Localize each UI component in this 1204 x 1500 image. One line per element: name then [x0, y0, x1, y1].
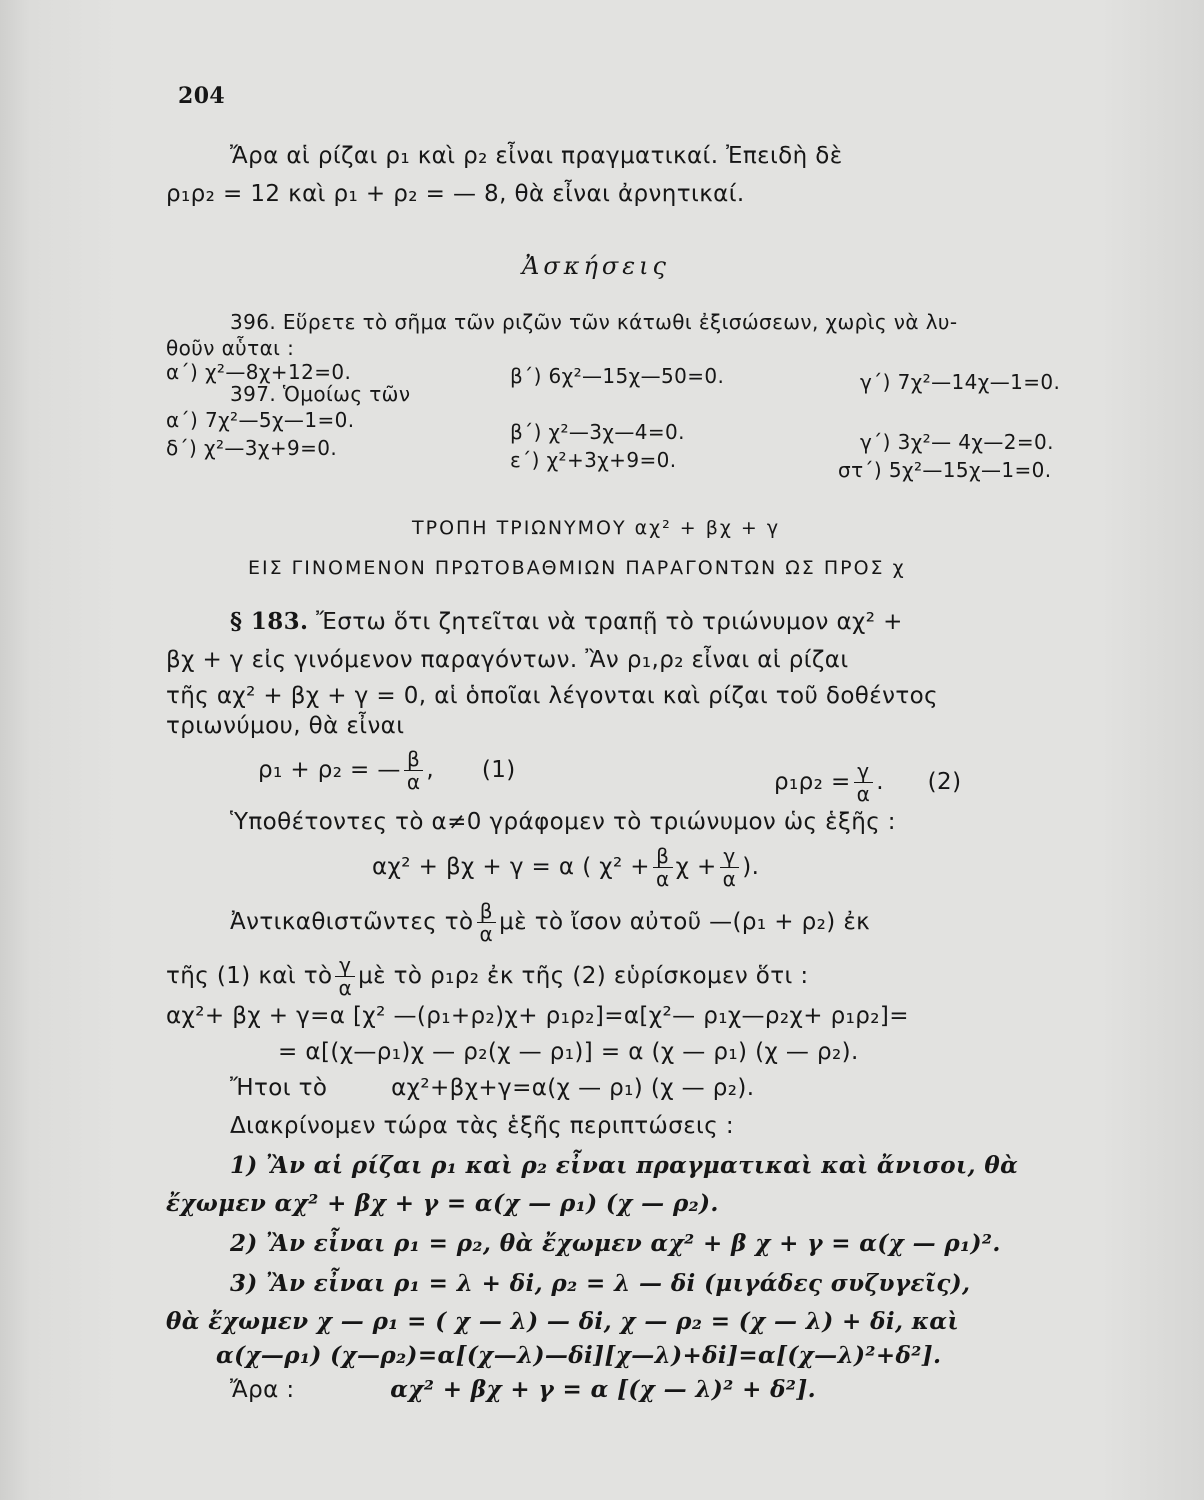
exercise-396-a: α΄) χ²—8χ+12=0.	[166, 360, 352, 384]
derivation-line-3-label: Ἤτοι τὸ	[230, 1075, 328, 1101]
intro-line-2: ρ₁ρ₂ = 12 καὶ ρ₁ + ρ₂ = — 8, θὰ εἶναι ἀρνητικαί.	[166, 181, 745, 207]
exercise-397-d: δ΄) χ²—3χ+9=0.	[166, 436, 338, 460]
derivation-line-2: = α[(χ—ρ₁)χ — ρ₂(χ — ρ₁)] = α (χ — ρ₁) (χ — ρ₂).	[278, 1039, 859, 1065]
substitution-line-2-a: τῆς (1) καὶ τὸ	[166, 963, 333, 989]
derivation-line-3	[230, 1074, 754, 1102]
exercise-397-e: ε΄) χ²+3χ+9=0.	[510, 448, 677, 472]
substitution-denominator-2: α	[338, 976, 353, 1000]
equation-2-label: (2)	[927, 769, 962, 795]
case-1-line-1: 1) Ἂν αἱ ρίζαι ρ₁ καὶ ρ₂ εἶναι πραγματικαὶ καὶ ἄνισοι, θὰ	[230, 1152, 1019, 1179]
equation-2-after: .	[876, 769, 884, 795]
equation-3-right: ).	[742, 854, 760, 880]
derivation-line-3-equation: αχ²+βχ+γ=α(χ — ρ₁) (χ — ρ₂).	[391, 1075, 755, 1101]
section-first-line	[230, 608, 903, 636]
equation-2	[774, 758, 961, 806]
substitution-line-1-a: Ἀντικαθιστῶντες τὸ	[230, 909, 474, 935]
equation-3-fraction-1	[653, 845, 673, 890]
substitution-fraction-2	[335, 954, 355, 999]
equation-2-denominator: α	[856, 782, 871, 806]
equation-3-denominator-1: α	[655, 867, 670, 891]
equation-3-numerator-1: β	[653, 845, 673, 868]
equation-3-numerator-2: γ	[720, 845, 740, 868]
equation-1	[258, 746, 516, 794]
page-number: 204	[178, 83, 226, 109]
final-equation: αχ² + βχ + γ = α [(χ — λ)² + δ²].	[390, 1376, 817, 1403]
equation-1-fraction	[404, 748, 424, 793]
heading-line-1: ΤΡΟΠΗ ΤΡΙΩΝΥΜΟΥ αχ² + βχ + γ	[412, 517, 781, 539]
case-1-line-2: ἔχωμεν αχ² + βχ + γ = α(χ — ρ₁) (χ — ρ₂).	[166, 1190, 719, 1217]
substitution-line-2-b: μὲ τὸ ρ₁ρ₂ ἐκ τῆς (2) εὑρίσκομεν ὅτι :	[358, 963, 809, 989]
substitution-numerator-1: β	[477, 900, 497, 923]
case-3-line-1: 3) Ἂν εἶναι ρ₁ = λ + δi, ρ₂ = λ — δi (μιγάδες συζυγεῖς),	[230, 1270, 971, 1297]
substitution-line-2	[166, 952, 809, 1000]
equation-1-numerator: β	[404, 748, 424, 771]
equation-1-left: ρ₁ + ρ₂ = —	[258, 757, 401, 783]
equation-3	[372, 842, 759, 892]
exercises-title: Ἀσκήσεις	[522, 252, 670, 280]
equation-1-after: ,	[426, 757, 435, 783]
substitution-numerator-2: γ	[335, 954, 355, 977]
substitution-line-1-b: μὲ τὸ ἴσον αὐτοῦ —(ρ₁ + ρ₂) ἐκ	[499, 909, 871, 935]
exercise-396-line-2: θοῦν αὗται :	[166, 336, 295, 360]
final-line	[230, 1376, 816, 1404]
equation-3-fraction-2	[720, 845, 740, 890]
exercise-397-c: γ΄) 3χ²— 4χ—2=0.	[860, 430, 1054, 454]
equation-2-numerator: γ	[854, 760, 874, 783]
cases-intro: Διακρίνομεν τώρα τὰς ἑξῆς περιπτώσεις :	[230, 1113, 734, 1139]
substitution-line-1	[230, 898, 870, 946]
exercise-397: 397. Ὁμοίως τῶν	[230, 382, 411, 406]
equation-2-fraction	[854, 760, 874, 805]
exercise-396-b: β΄) 6χ²—15χ—50=0.	[510, 364, 725, 388]
equation-1-label: (1)	[481, 757, 516, 783]
equation-2-left: ρ₁ρ₂ =	[774, 769, 851, 795]
case-3-line-3: α(χ—ρ₁) (χ—ρ₂)=α[(χ—λ)—δi][χ—λ)+δi]=α[(χ—λ)²+δ²].	[216, 1342, 942, 1369]
equation-3-mid: χ +	[675, 854, 717, 880]
exercise-396-c: γ΄) 7χ²—14χ—1=0.	[860, 370, 1061, 394]
equation-3-denominator-2: α	[722, 867, 737, 891]
derivation-line-1: αχ²+ βχ + γ=α [χ² —(ρ₁+ρ₂)χ+ ρ₁ρ₂]=α[χ²— ρ₁χ—ρ₂χ+ ρ₁ρ₂]=	[166, 1003, 909, 1029]
substitution-denominator-1: α	[479, 922, 494, 946]
case-3-line-2: θὰ ἔχωμεν χ — ρ₁ = ( χ — λ) — δi, χ — ρ₂ = (χ — λ) + δi, καὶ	[166, 1308, 960, 1335]
exercise-396-line-1: 396. Εὕρετε τὸ σῆμα τῶν ριζῶν τῶν κάτωθι ἐξισώσεων, χωρὶς νὰ λυ-	[230, 310, 958, 334]
heading-line-2: ΕΙΣ ΓΙΝΟΜΕΝΟΝ ΠΡΩΤΟΒΑΘΜΙΩΝ ΠΑΡΑΓΟΝΤΩΝ ΩΣ ΠΡΟΣ χ	[248, 557, 906, 579]
section-line-4: τριωνύμου, θὰ εἶναι	[166, 713, 405, 739]
equation-1-denominator: α	[406, 770, 421, 794]
assumption-line: Ὑποθέτοντες τὸ α≠0 γράφομεν τὸ τριώνυμον ὡς ἑξῆς :	[230, 809, 896, 835]
case-2: 2) Ἂν εἶναι ρ₁ = ρ₂, θὰ ἔχωμεν αχ² + β χ + γ = α(χ — ρ₁)².	[230, 1230, 1001, 1257]
intro-line-1: Ἄρα αἱ ρίζαι ρ₁ καὶ ρ₂ εἶναι πραγματικαί. Ἐπειδὴ δὲ	[230, 143, 843, 169]
substitution-fraction-1	[477, 900, 497, 945]
exercise-397-f: στ΄) 5χ²—15χ—1=0.	[838, 458, 1052, 482]
final-label: Ἄρα :	[230, 1377, 295, 1403]
section-line-2: βχ + γ εἰς γινόμενον παραγόντων. Ἂν ρ₁,ρ₂ εἶναι αἱ ρίζαι	[166, 647, 849, 673]
section-line-3: τῆς αχ² + βχ + γ = 0, αἱ ὁποῖαι λέγονται καὶ ρίζαι τοῦ δοθέντος	[166, 683, 938, 709]
exercise-397-a: α΄) 7χ²—5χ—1=0.	[166, 408, 355, 432]
section-number: § 183.	[230, 608, 309, 635]
equation-3-left: αχ² + βχ + γ = α ( χ² +	[372, 854, 650, 880]
exercise-397-b: β΄) χ²—3χ—4=0.	[510, 420, 685, 444]
section-line-1: Ἔστω ὅτι ζητεῖται νὰ τραπῇ τὸ τριώνυμον αχ² +	[316, 609, 903, 635]
